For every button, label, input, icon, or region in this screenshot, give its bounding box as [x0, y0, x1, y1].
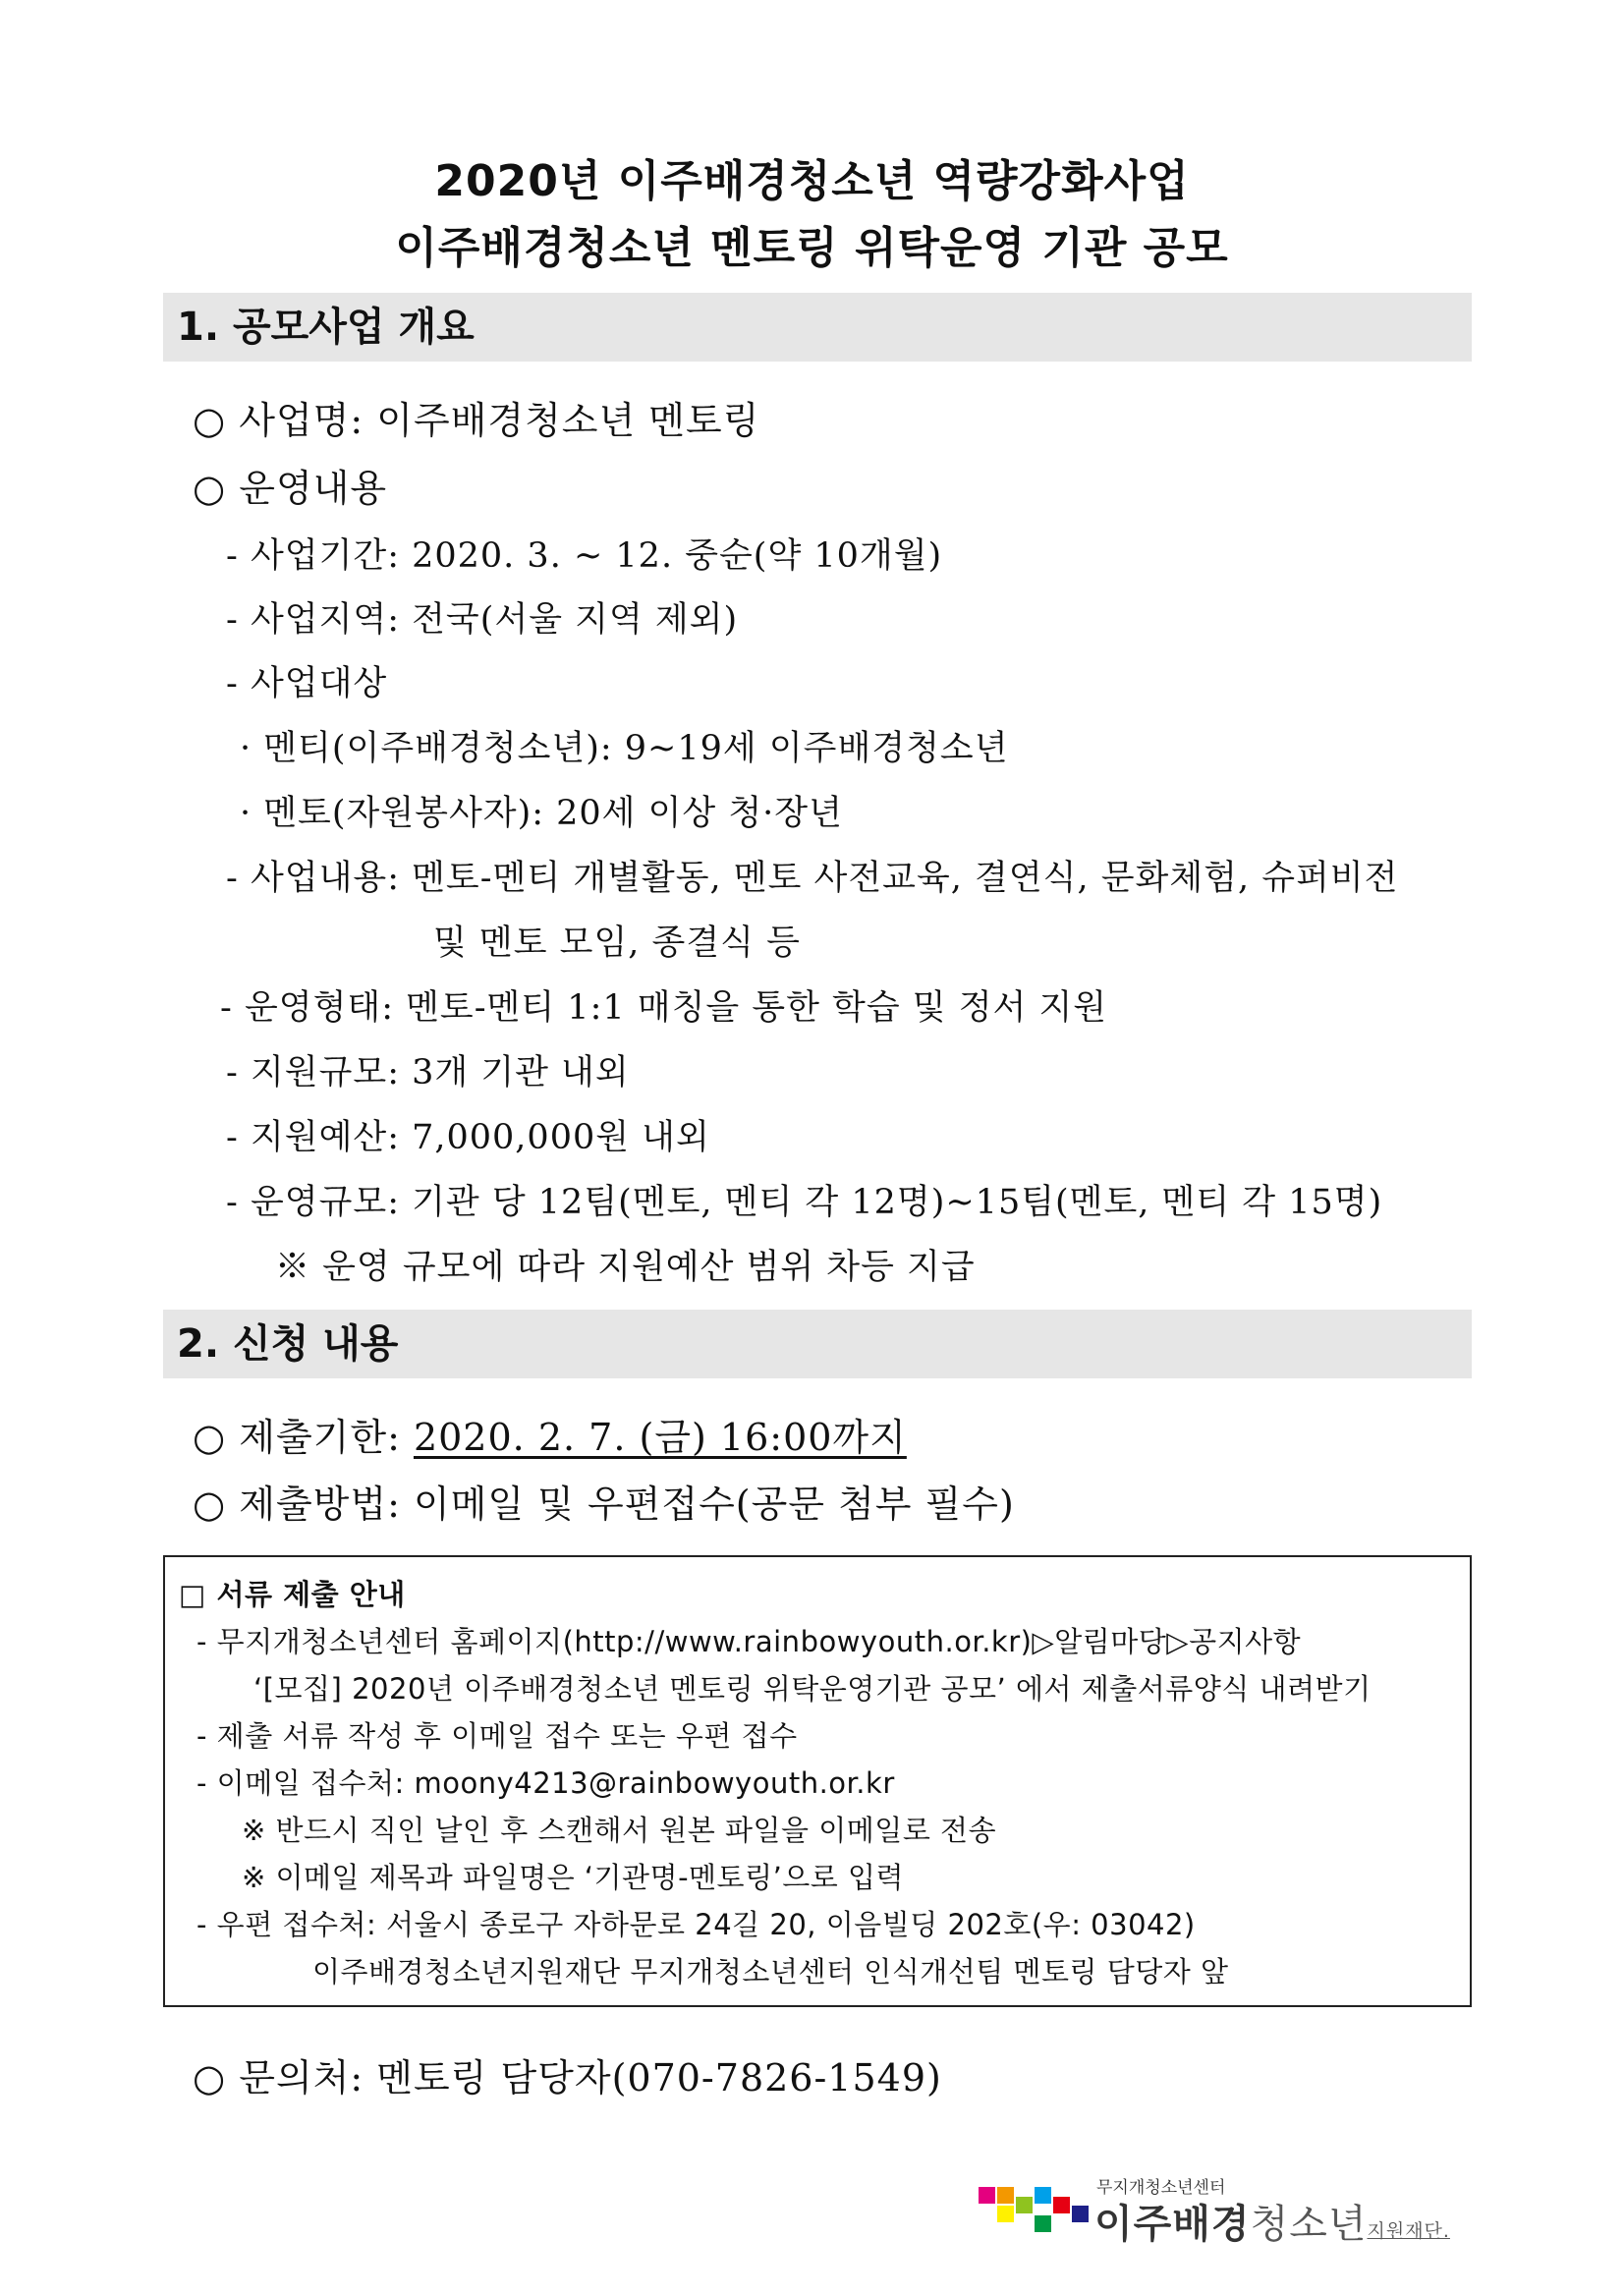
logo-square-icon — [1053, 2197, 1070, 2213]
item-period: - 사업기간: 2020. 3. ~ 12. 중순(약 10개월) — [226, 536, 943, 576]
item-deadline — [193, 1407, 907, 1461]
logo-name-part1: 이주배경 — [1094, 2202, 1251, 2247]
item-operation: ○ 운영내용 — [193, 467, 388, 510]
section2-heading: 2. 신청 내용 — [163, 1310, 1472, 1378]
item-region: - 사업지역: 전국(서울 지역 제외) — [226, 600, 739, 640]
item-method: ○ 제출방법: 이메일 및 우편접수(공문 첨부 필수) — [193, 1483, 1015, 1526]
logo-square-icon — [1035, 2187, 1051, 2204]
logo-center-name: 무지개청소년센터 — [1096, 2178, 1226, 2198]
logo-foundation-name — [1094, 2193, 1450, 2249]
item-contact: ○ 문의처: 멘토링 담당자(070-7826-1549) — [193, 2056, 942, 2099]
box-line-submit: - 제출 서류 작성 후 이메일 접수 또는 우편 접수 — [196, 1719, 798, 1753]
item-size: - 운영규모: 기관 당 12팀(멘토, 멘티 각 12명)~15팀(멘토, 멘티 각 15명) — [226, 1183, 1383, 1222]
item-content-cont: 및 멘토 모임, 종결식 등 — [433, 924, 801, 963]
logo-square-icon — [997, 2187, 1014, 2204]
document-title-line2: 이주배경청소년 멘토링 위탁운영 기관 공모 — [395, 223, 1229, 273]
box-heading: □ 서류 제출 안내 — [179, 1578, 406, 1611]
item-scale: - 지원규모: 3개 기관 내외 — [226, 1053, 630, 1092]
box-line-download: ‘[모집] 2020년 이주배경청소년 멘토링 위탁운영기관 공모’ 에서 제출서류양식 내려받기 — [253, 1672, 1372, 1706]
box-line-post: - 우편 접수처: 서울시 종로구 자하문로 24길 20, 이음빌딩 202호(우: 03042) — [196, 1908, 1196, 1941]
box-line-subject: ※ 이메일 제목과 파일명은 ‘기관명-멘토링’으로 입력 — [242, 1861, 905, 1894]
item-form: - 운영형태: 멘토-멘티 1:1 매칭을 통한 학습 및 정서 지원 — [220, 988, 1108, 1028]
box-line-email: - 이메일 접수처: moony4213@rainbowyouth.or.kr — [196, 1766, 895, 1800]
deadline-label: ○ 제출기한: — [193, 1416, 414, 1459]
logo-square-icon — [997, 2206, 1014, 2222]
deadline-value: 2020. 2. 7. (금) 16:00까지 — [413, 1416, 907, 1459]
item-mentee: · 멘티(이주배경청소년): 9~19세 이주배경청소년 — [240, 729, 1009, 768]
foundation-logo — [979, 2173, 1480, 2252]
box-line-recipient: 이주배경청소년지원재단 무지개청소년센터 인식개선팀 멘토링 담당자 앞 — [312, 1955, 1229, 1988]
item-budget: - 지원예산: 7,000,000원 내외 — [226, 1118, 710, 1157]
box-line-seal: ※ 반드시 직인 날인 후 스캔해서 원본 파일을 이메일로 전송 — [242, 1814, 997, 1847]
document-title-line1: 2020년 이주배경청소년 역량강화사업 — [434, 156, 1190, 206]
item-mentor: · 멘토(자원봉사자): 20세 이상 청·장년 — [240, 794, 843, 833]
item-project-name: ○ 사업명: 이주배경청소년 멘토링 — [193, 399, 760, 442]
item-content: - 사업내용: 멘토-멘티 개별활동, 멘토 사전교육, 결연식, 문화체험, 슈퍼비전 — [226, 859, 1399, 898]
logo-square-icon — [1016, 2197, 1033, 2213]
logo-name-part2: 청소년 — [1250, 2202, 1368, 2247]
logo-name-sub: 지원재단. — [1367, 2220, 1450, 2242]
section1-heading: 1. 공모사업 개요 — [163, 293, 1472, 362]
item-target: - 사업대상 — [226, 664, 388, 703]
logo-square-icon — [979, 2187, 995, 2204]
logo-square-icon — [1072, 2206, 1089, 2222]
box-line-homepage: - 무지개청소년센터 홈페이지(http://www.rainbowyouth.or.kr)▷알림마당▷공지사항 — [196, 1625, 1302, 1658]
submission-guide-box — [163, 1555, 1472, 2007]
item-note: ※ 운영 규모에 따라 지원예산 범위 차등 지급 — [275, 1248, 976, 1287]
logo-square-icon — [1035, 2215, 1051, 2232]
